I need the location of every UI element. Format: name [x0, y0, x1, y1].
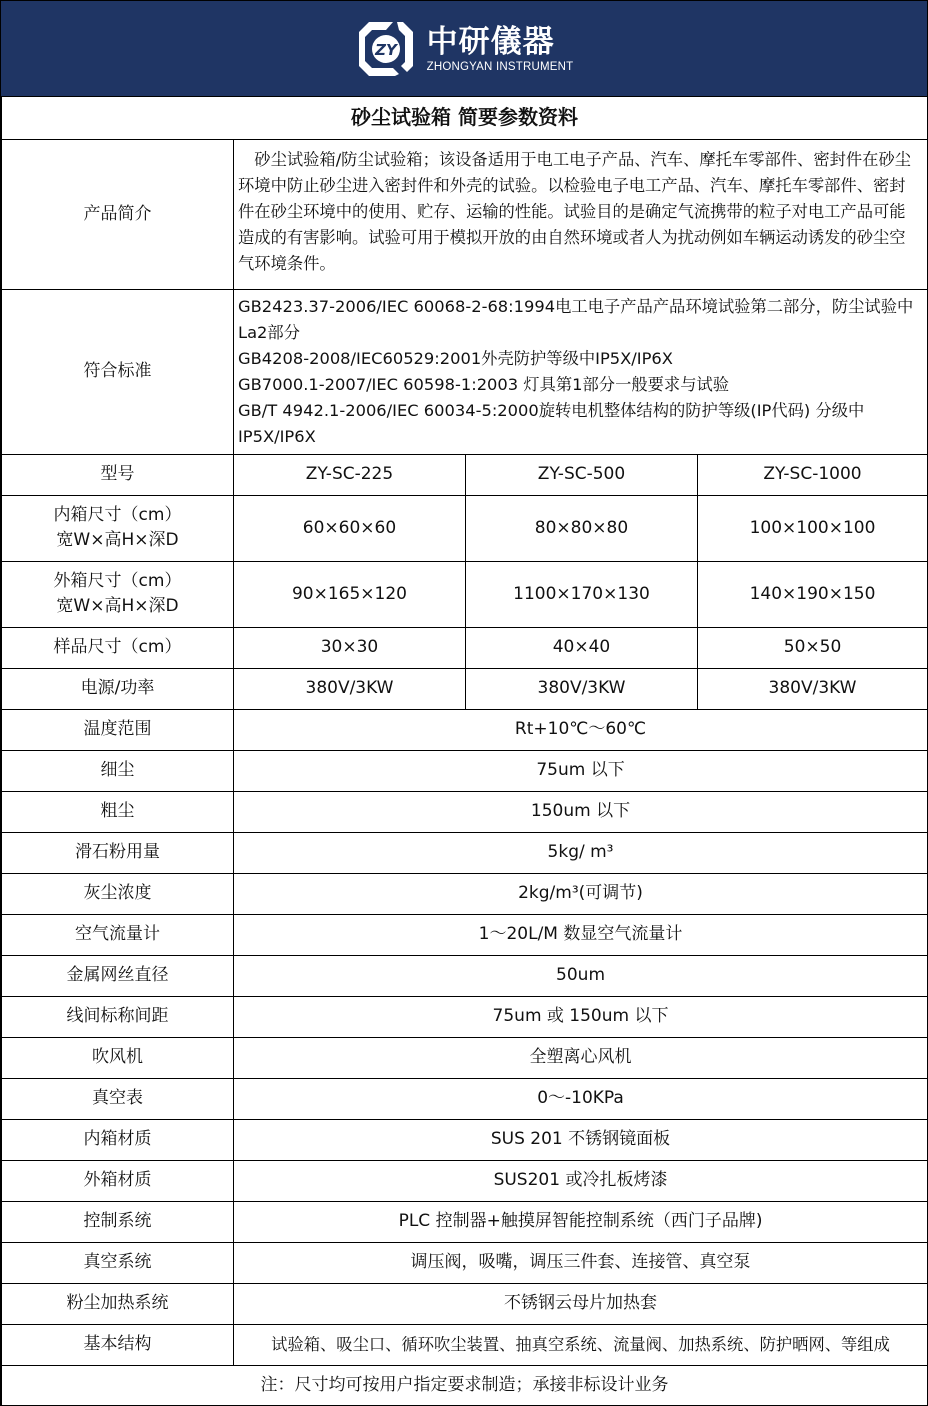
row-label: 粗尘 [2, 791, 234, 832]
row-label-line2: 宽W×高H×深D [56, 596, 179, 616]
spec-value: SUS 201 不锈钢镜面板 [234, 1119, 928, 1160]
row-label: 样品尺寸（cm） [2, 627, 234, 668]
row-label-line2: 宽W×高H×深D [56, 530, 179, 550]
row-label: 真空系统 [2, 1242, 234, 1283]
inner-size-row [2, 495, 928, 561]
model-cell: ZY-SC-500 [466, 454, 698, 495]
size-cell: 90×165×120 [234, 561, 466, 627]
row-label: 外箱材质 [2, 1160, 234, 1201]
standard-item: GB4208-2008/IEC60529:2001外壳防护等级中IP5X/IP6X [238, 348, 673, 368]
footer-note: 注：尺寸均可按用户指定要求制造；承接非标设计业务 [2, 1365, 928, 1406]
spec-row [2, 750, 928, 791]
brand-name-cn: 中研儀器 [426, 23, 555, 60]
standards-label: 符合标准 [2, 289, 234, 454]
spec-value: 试验箱、吸尘口、循环吹尘装置、抽真空系统、流量阀、加热系统、防护晒网、等组成 [234, 1324, 928, 1365]
size-cell: 60×60×60 [234, 495, 466, 561]
outer-size-row [2, 561, 928, 627]
spec-row [2, 791, 928, 832]
size-cell: 40×40 [466, 627, 698, 668]
power-cell: 380V/3KW [466, 668, 698, 709]
row-label: 吹风机 [2, 1037, 234, 1078]
row-label: 滑石粉用量 [2, 832, 234, 873]
spec-row [2, 873, 928, 914]
spec-row [2, 709, 928, 750]
spec-value: 全塑离心风机 [234, 1037, 928, 1078]
svg-text:ZY: ZY [374, 40, 397, 59]
size-cell: 140×190×150 [698, 561, 928, 627]
row-label: 温度范围 [2, 709, 234, 750]
size-cell: 100×100×100 [698, 495, 928, 561]
model-cell: ZY-SC-225 [234, 454, 466, 495]
spec-value: 调压阀，吸嘴，调压三件套、连接管、真空泵 [234, 1242, 928, 1283]
spec-row [2, 832, 928, 873]
model-row [2, 454, 928, 495]
spec-row [2, 1283, 928, 1324]
spec-value: PLC 控制器+触摸屏智能控制系统（西门子品牌) [234, 1201, 928, 1242]
spec-row [2, 1160, 928, 1201]
row-label: 灰尘浓度 [2, 873, 234, 914]
row-label: 内箱材质 [2, 1119, 234, 1160]
row-label: 电源/功率 [2, 668, 234, 709]
spec-row [2, 1242, 928, 1283]
brand-name-en: ZHONGYAN INSTRUMENT [426, 60, 574, 73]
intro-text: 砂尘试验箱/防尘试验箱；该设备适用于电工电子产品、汽车、摩托车零部件、密封件在砂尘环境中防止砂尘进入密封件和外壳的试验。以检验电子电工产品、汽车、摩托车零部件、密封件在砂尘环境中的使用、贮存、运输的性能。试验目的是确定气流携带的粒子对电工产品可能造成的有害影响。试验可用于模拟开放的由自然环境或者人为扰动例如车辆运动诱发的砂尘空气环境条件。 [234, 139, 928, 289]
spec-row [2, 1078, 928, 1119]
spec-value: 150um 以下 [234, 791, 928, 832]
standard-item: GB7000.1-2007/IEC 60598-1:2003 灯具第1部分一般要求与试验 [238, 374, 730, 394]
row-label: 细尘 [2, 750, 234, 791]
spec-row [2, 1119, 928, 1160]
spec-table [1, 97, 928, 1406]
model-cell: ZY-SC-1000 [698, 454, 928, 495]
spec-row [2, 1324, 928, 1365]
brand-text [427, 24, 574, 74]
spec-value: 0～-10KPa [234, 1078, 928, 1119]
power-cell: 380V/3KW [234, 668, 466, 709]
row-label: 金属网丝直径 [2, 955, 234, 996]
spec-row [2, 955, 928, 996]
spec-row [2, 1201, 928, 1242]
standard-item: GB/T 4942.1-2006/IEC 60034-5:2000旋转电机整体结构的防护等级(IP代码) 分级中IP5X/IP6X [238, 400, 865, 446]
spec-value: 50um [234, 955, 928, 996]
row-label-line1: 外箱尺寸（cm） [53, 571, 182, 591]
spec-value: 2kg/m³(可调节) [234, 873, 928, 914]
row-label: 线间标称间距 [2, 996, 234, 1037]
brand [355, 18, 574, 80]
sample-size-row [2, 627, 928, 668]
row-label [2, 561, 234, 627]
brand-banner [1, 1, 927, 97]
spec-value: Rt+10℃～60℃ [234, 709, 928, 750]
size-cell: 50×50 [698, 627, 928, 668]
standard-item: GB2423.37-2006/IEC 60068-2-68:1994电工电子产品产品环境试验第二部分，防尘试验中La2部分 [238, 296, 914, 342]
standards-list [234, 289, 928, 454]
spec-row [2, 1037, 928, 1078]
spec-value: 1～20L/M 数显空气流量计 [234, 914, 928, 955]
size-cell: 1100×170×130 [466, 561, 698, 627]
row-label: 空气流量计 [2, 914, 234, 955]
spec-value: 75um 或 150um 以下 [234, 996, 928, 1037]
row-label: 型号 [2, 454, 234, 495]
row-label: 控制系统 [2, 1201, 234, 1242]
row-label [2, 495, 234, 561]
row-label: 粉尘加热系统 [2, 1283, 234, 1324]
document-title: 砂尘试验箱 简要参数资料 [2, 97, 928, 139]
spec-value: 75um 以下 [234, 750, 928, 791]
spec-value: 不锈钢云母片加热套 [234, 1283, 928, 1324]
spec-value: 5kg/ m³ [234, 832, 928, 873]
size-cell: 30×30 [234, 627, 466, 668]
spec-row [2, 996, 928, 1037]
intro-label: 产品简介 [2, 139, 234, 289]
power-row [2, 668, 928, 709]
power-cell: 380V/3KW [698, 668, 928, 709]
row-label: 基本结构 [2, 1324, 234, 1365]
zy-logo-icon [355, 18, 417, 80]
spec-value: SUS201 或冷扎板烤漆 [234, 1160, 928, 1201]
row-label-line1: 内箱尺寸（cm） [53, 505, 182, 525]
row-label: 真空表 [2, 1078, 234, 1119]
size-cell: 80×80×80 [466, 495, 698, 561]
spec-row [2, 914, 928, 955]
